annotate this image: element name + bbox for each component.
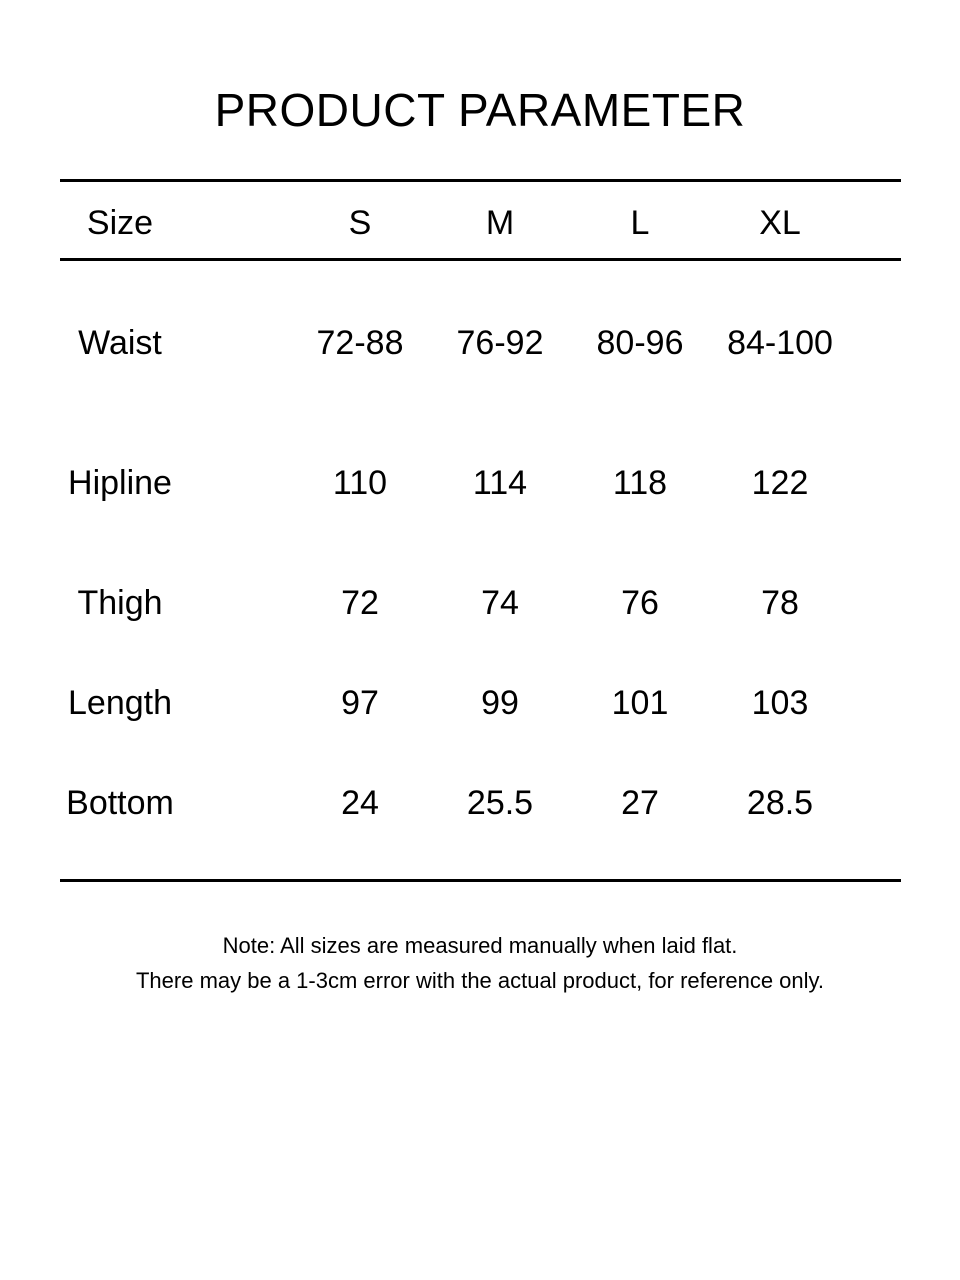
table-cell: 25.5 — [466, 784, 534, 822]
error-disclaimer: There may be a 1-3cm error with the actual product, for reference only. — [135, 968, 824, 993]
header-size-xl: XL — [759, 204, 801, 242]
row-label: Length — [68, 684, 172, 722]
row-label: Hipline — [68, 464, 172, 502]
table-cell: 110 — [332, 464, 388, 502]
table-cell: 80-96 — [596, 324, 684, 362]
table-cell: 74 — [481, 584, 519, 622]
table-cell: 99 — [481, 684, 519, 722]
table-cell: 118 — [612, 464, 668, 502]
row-label: Bottom — [66, 784, 174, 822]
table-cell: 76-92 — [456, 324, 544, 362]
header-size-l: L — [630, 204, 650, 242]
row-label: Waist — [78, 324, 162, 362]
table-cell: 76 — [621, 584, 659, 622]
table-cell: 28.5 — [746, 784, 814, 822]
table-top-rule — [60, 179, 901, 182]
table-cell: 78 — [761, 584, 799, 622]
table-cell: 24 — [341, 784, 379, 822]
table-header-rule — [60, 258, 901, 261]
page-title: PRODUCT PARAMETER — [214, 84, 746, 136]
header-size-s: S — [348, 204, 372, 242]
table-bottom-rule — [60, 879, 901, 882]
table-cell: 72-88 — [316, 324, 404, 362]
table-cell: 84-100 — [727, 324, 833, 362]
header-size-label: Size — [86, 204, 154, 242]
table-cell: 114 — [472, 464, 528, 502]
table-cell: 97 — [341, 684, 379, 722]
table-cell: 103 — [751, 684, 809, 722]
row-label: Thigh — [77, 584, 163, 622]
table-cell: 27 — [621, 784, 659, 822]
table-cell: 101 — [611, 684, 669, 722]
table-cell: 72 — [341, 584, 379, 622]
table-cell: 122 — [751, 464, 809, 502]
measurement-note: Note: All sizes are measured manually when laid flat. — [222, 933, 738, 958]
header-size-m: M — [485, 204, 515, 242]
